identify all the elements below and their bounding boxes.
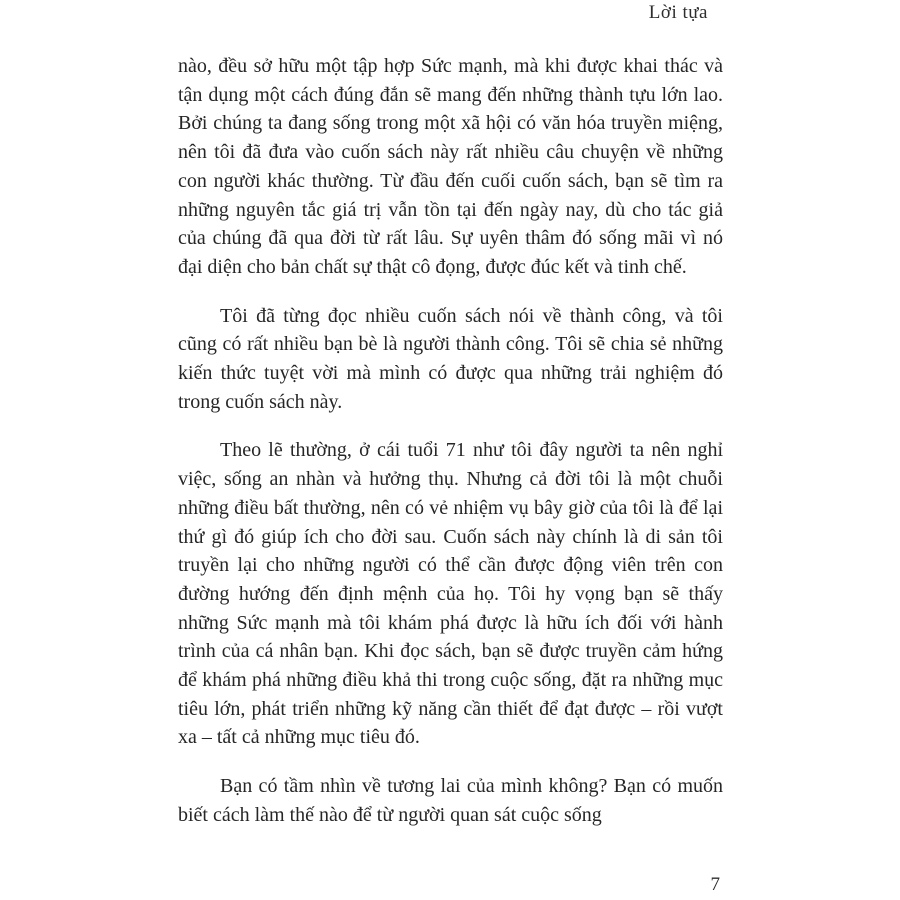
paragraph-2: Tôi đã từng đọc nhiều cuốn sách nói về thành công, và tôi cũng có rất nhiều bạn bè là người thành công. Tôi sẽ chia sẻ những kiến thức tuyệt vời mà mình có được qua những trải nghiệm đó trong cuốn sách này. [178,304,723,413]
page-number: 7 [710,874,720,895]
paragraph-4: Bạn có tầm nhìn về tương lai của mình không? Bạn có muốn biết cách làm thế nào để từ người quan sát cuộc sống [178,775,723,826]
text-block [178,52,723,850]
paragraph-1: nào, đều sở hữu một tập hợp Sức mạnh, mà khi được khai thác và tận dụng một cách đúng đắn sẽ mang đến những thành tựu lớn lao. Bởi chúng ta đang sống trong một xã hội có văn hóa truyền miệng, nên tôi đã đưa vào cuốn sách này rất nhiều câu chuyện về những con người khác thường. Từ đầu đến cuối cuốn sách, bạn sẽ tìm ra những nguyên tắc giá trị vẫn tồn tại đến ngày nay, dù cho tác giả của chúng đã qua đời từ rất lâu. Sự uyên thâm đó sống mãi vì nó đại diện cho bản chất sự thật cô đọng, được đúc kết và tinh chế. [178,55,723,278]
paragraph-3: Theo lẽ thường, ở cái tuổi 71 như tôi đây người ta nên nghỉ việc, sống an nhàn và hưởng thụ. Nhưng cả đời tôi là một chuỗi những điều bất thường, nên có vẻ nhiệm vụ bây giờ của tôi là để lại thứ gì đó giúp ích cho đời sau. Cuốn sách này chính là di sản tôi truyền lại cho những người có thể cần được động viên trên con đường hướng đến định mệnh của họ. Tôi hy vọng bạn sẽ thấy những Sức mạnh mà tôi khám phá được là hữu ích đối với hành trình của cá nhân bạn. Khi đọc sách, bạn sẽ được truyền cảm hứng để khám phá những điều khả thi trong cuộc sống, đặt ra những mục tiêu lớn, phát triển những kỹ năng cần thiết để đạt được – rồi vượt xa – tất cả những mục tiêu đó. [178,439,723,749]
running-header: Lời tựa [648,2,708,23]
